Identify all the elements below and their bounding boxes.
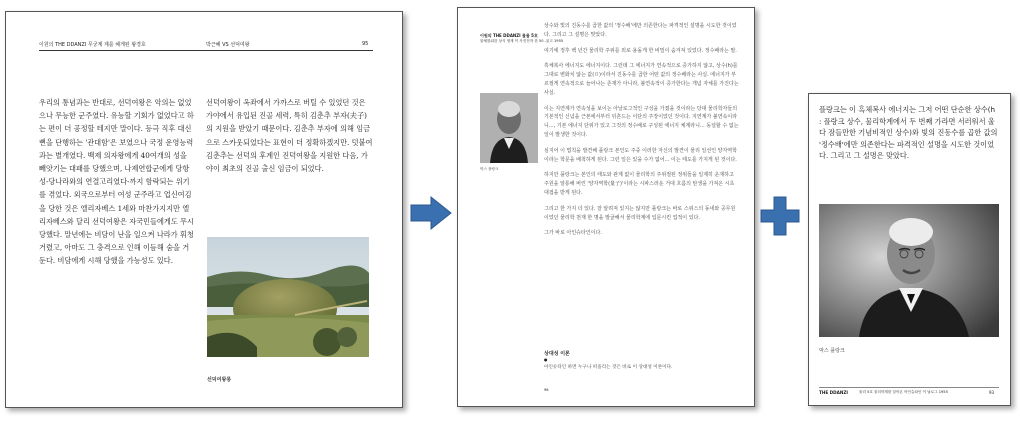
body-column-1: 우리의 통념과는 반대로, 선덕여왕은 악의는 없었으나 무능한 군주였다. 유능할 기회가 없었다고 하는 편이 더 공정할 테지만 말이다. 등극 직후 대신뻔을 단행하는 '관대함'은 보였으나 국정 운영능력과는 별개였다. 백제 의자왕에게 40여개의 성을 빼앗기는 대패를 당했으며, 나제연합군에게 당항성-당나라와의 연결고리였다-까지 함락되는 위기를 겪었다. 외국으로부터 여성 군주라고 업신여김을 당한 것은 엘리자베스 1세와 마찬가지지만 엘리자베스와 달리 선덕여왕은 자국민들에게도 무시당했다. 말년에는 비담이 난을 일으켜 나라가 휘청거렸고, 아마도 그 충격으로 인해 이듬해 숨을 거둔다. 비담에게 시해 당했을 가능성도 있다.: [39, 98, 194, 266]
paragraph: 하지만 플랑크는 본인의 태도와 관계 없이 물리학의 주위절된 정위들을 일제히 운재하고 주원을 알롱해 버린 '양자역학(量子)'이라는 시파스러운 거대 흐름의 탄생을 가져온 시초 대접을 받게 된다.: [544, 172, 735, 196]
portrait-illustration: [819, 204, 999, 337]
tomb-illustration: [207, 237, 369, 357]
footer-info: 물리 5호 물리학계를 알아온 아인슈타인 이 날로그 1955: [859, 390, 948, 394]
paragraph: 그리고 한 가지 더 있다. 잘 알려져 있지는 않지만 플랑크는 바로 스위스의 동네와 공무원이었던 물리학 천재 한 명을 발굴해서 물리학계에 입문시킨 업적이 있다.: [544, 205, 736, 221]
magazine-page-1: [5, 11, 403, 408]
page-number: 93: [989, 390, 995, 395]
portrait-illustration: [480, 93, 538, 163]
footer-brand: THE DDANZI: [819, 390, 848, 395]
page-number: 95: [362, 41, 369, 47]
paragraph: 흑체복사 에너지도 에너지이다. 그런데 그 에너지가 연속적으로 증가하지 않고, 상수(h)를 그대로 변화치 않는 값(ㅁ)이라서 진동수를 곱한 어떤 값의 정수배라는 사실. 에너지가 부르절게 연속적으로 늘어나는 존재가 아니라, 불연속적이 증가한다는 개념 자체를 가진다는 사실.: [544, 63, 739, 96]
paragraph: 그가 바로 아인슈타인이다.: [544, 230, 602, 237]
page-number: 96: [544, 388, 549, 392]
paragraph: 상수와 빛의 진동수를 곱한 값의 '정수배'에만 의존한다는 파격적인 설명을 시도한 것이었다. 그리고 그 설명은 맞았다.: [544, 23, 737, 38]
highlighted-body-text: 플랑크는 이 흑체복사 에너지는 그저 어떤 단순한 상수(h : 플랑크 상수, 물리학계에서 두 번째 가라면 서러워서 울다 잠들만한 기념비적인 상수)와 빛의 진동수를 곱한 값의 '정수배'에만 의존한다는 파격적인 설명을 시도한 것이었다. 그리고 그 설명은 맞았다.: [819, 105, 998, 160]
planck-portrait-small: [480, 93, 538, 163]
section-text: 아인슈타인 하면 누구나 떠올리는 것은 바로 이 상대성 이론이다.: [544, 365, 673, 370]
page-header-left: 이원의 THE DDANZI 무궁계 제를 헤게된 왕경호: [39, 42, 146, 48]
footer-rule: [819, 387, 999, 388]
page-header-title: 박근혜 VS 선덕여왕: [206, 42, 250, 48]
section-title: 상대성 이론: [544, 351, 570, 357]
portrait-caption: 막스 플랑크: [819, 348, 845, 354]
bullet-icon: ●: [544, 357, 548, 362]
paragraph: 여기에 정후 백 년간 물리학 주위를 외로 용돌게 한 비밀이 숨겨져 있었다. 정수배라는 말.: [544, 47, 737, 54]
royal-tomb-photo: [207, 237, 369, 357]
body-column-2: 선덕여왕이 옥좌에서 가까스로 버틸 수 있었던 것은 가야에서 유입된 진골 세력, 특히 김춘추 부자(夫子)의 지원을 받았기 때문이다. 김춘추 부자에 의해 임금으로 스카웃되었다는 표현이 더 정확하겠지만. 덧붙여 김춘추는 선덕의 후계인 진덕여왕을 지원한 다음, 가야이 최초의 진골 출신 임금이 되었다.: [206, 98, 373, 174]
magazine-page-2: [457, 7, 755, 407]
magazine-page-3: [808, 93, 1011, 406]
body-text-column: [544, 22, 739, 245]
right-arrow-icon: [409, 195, 453, 231]
page-header-line1: 이원의 THE DDANZI 물물 5호: [480, 33, 538, 38]
plus-icon: [759, 195, 801, 237]
page-header-line2: 물체를위한 상식 영재 이 사진전자 한 50 -읽고 1955: [480, 39, 564, 43]
planck-portrait-large: [819, 204, 999, 337]
photo-caption: 선덕여왕릉: [207, 377, 232, 383]
portrait-caption: 막스 플랑크: [480, 167, 499, 171]
paragraph: 이는 지연계가 연속성을 보이는 아날로그적인 구성을 가졌을 것이라는 당대 물리학자들의 기본적인 신념을 근본에서부터 뒤흔드는 이단의 주장이었던 것이다. 지연계가 불연속이라니..., 기본 에너지 단위가 있고 그것의 정수배로 구성된 에너지 체계라니... 동널할 수 없는 일이 발생한 것이다.: [544, 105, 739, 138]
paragraph: 심지어 이 법칙을 발견해 플랑크 본인도 주중 이러한 자신의 발견이 물리 일선인 양자역학이라는 학문을 배척하게 된다. 그런 일은 있을 수가 없어... 이는 태도를 가지게 된 것이다.: [544, 147, 737, 163]
header-rule: [39, 50, 373, 51]
